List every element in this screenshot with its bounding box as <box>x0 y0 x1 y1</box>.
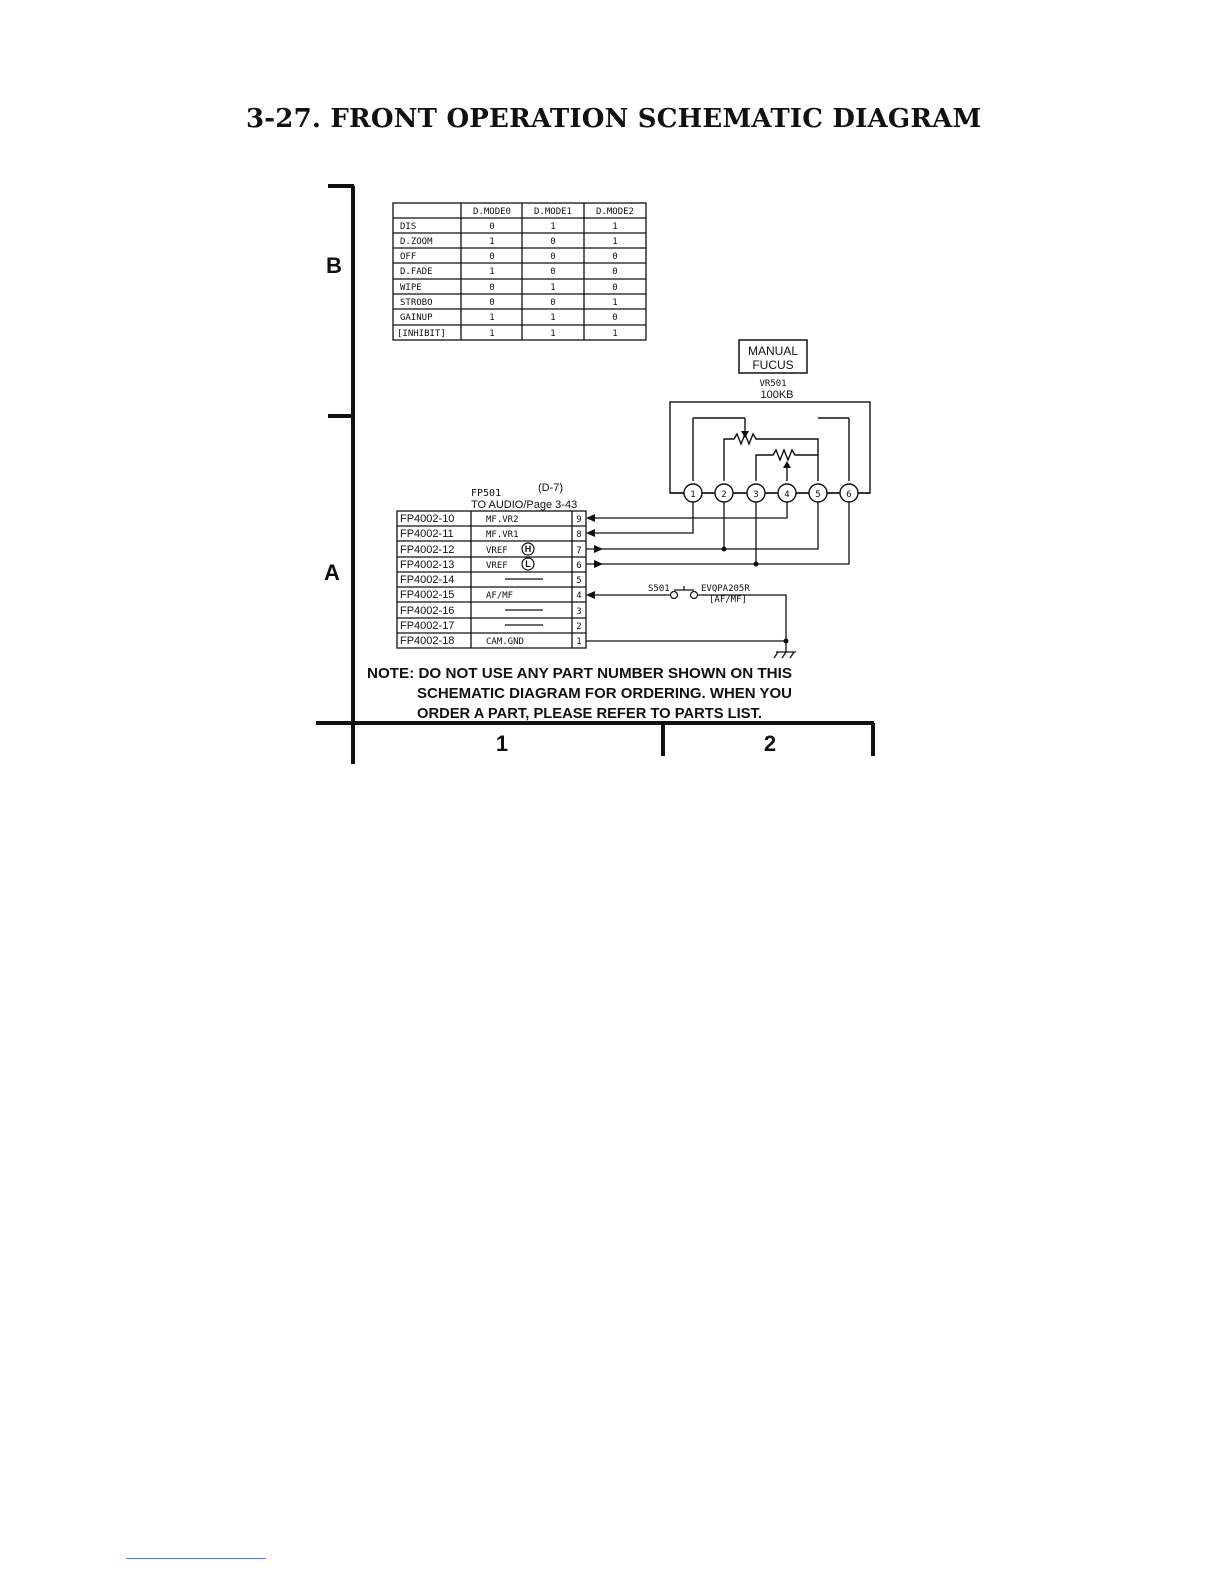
vr501-pin-label: 4 <box>784 490 790 500</box>
vr501-pin-label: 3 <box>753 490 759 500</box>
table-cell: 0 <box>612 283 618 293</box>
table-cell: 1 <box>489 313 495 323</box>
table-cell: 1 <box>612 237 618 247</box>
table-cell: 0 <box>612 252 618 262</box>
table-cell: 1 <box>612 298 618 308</box>
connector-part-number: FP4002-17 <box>400 620 455 632</box>
manual-focus-label: MANUAL <box>747 344 799 358</box>
note-line: NOTE: DO NOT USE ANY PART NUMBER SHOWN ON THIS <box>367 665 792 682</box>
table-header: D.MODE2 <box>596 207 634 217</box>
connector-pin: 8 <box>576 530 582 540</box>
connector-grid-ref: (D-7) <box>538 482 564 494</box>
arrow-left-icon <box>586 529 595 537</box>
junction-dot <box>722 547 727 552</box>
page-title: 3-27. FRONT OPERATION SCHEMATIC DIAGRAM <box>246 104 982 134</box>
grid-col-1-label: 1 <box>495 731 509 756</box>
connector-ref: FP501 <box>471 488 502 499</box>
vr501-pin-label: 1 <box>690 490 696 500</box>
switch-contact <box>691 592 698 599</box>
table-cell: 1 <box>550 329 556 339</box>
connector-pin: 3 <box>576 607 582 617</box>
vr501-pin-label: 2 <box>721 490 727 500</box>
table-cell: 1 <box>550 283 556 293</box>
wires <box>586 502 849 658</box>
connector-part-number: FP4002-11 <box>400 528 454 540</box>
connector-signal: CAM.GND <box>486 637 524 647</box>
table-cell: 0 <box>489 298 495 308</box>
table-cell: 0 <box>489 283 495 293</box>
table-row-label: D.FADE <box>400 267 433 277</box>
vr501-ref: VR501 <box>759 379 787 389</box>
connector-signal: AF/MF <box>486 591 514 601</box>
connector-signal: VREF <box>486 561 508 571</box>
table-cell: 0 <box>612 313 618 323</box>
switch-contact <box>671 592 678 599</box>
arrow-right-icon <box>594 545 603 553</box>
vr501-body <box>670 402 870 493</box>
table-cell: 1 <box>612 222 618 232</box>
table-cell: 0 <box>612 267 618 277</box>
mode-table-text <box>397 207 634 339</box>
grid-row-b-label: B <box>326 253 342 278</box>
wiper-arrow-icon <box>741 431 749 438</box>
connector-part-number: FP4002-14 <box>400 574 455 586</box>
table-cell: 0 <box>489 222 495 232</box>
connector-part-number: FP4002-13 <box>400 559 455 571</box>
table-cell: 1 <box>489 237 495 247</box>
switch-part: EVQPA205R <box>701 584 750 594</box>
connector-part-number: FP4002-15 <box>400 589 455 601</box>
grid-col-2-label: 2 <box>763 731 777 756</box>
switch-function: [AF/MF] <box>709 595 747 605</box>
connector-part-number: FP4002-16 <box>400 605 455 617</box>
footer-rule <box>126 1558 266 1559</box>
wiper-arrow-icon <box>783 461 791 468</box>
grid-row-a-label: A <box>324 560 340 585</box>
table-row-label: DIS <box>400 222 417 232</box>
l-mark: L <box>525 559 531 569</box>
table-header: D.MODE0 <box>473 207 511 217</box>
table-cell: 1 <box>612 329 618 339</box>
arrow-right-icon <box>594 560 603 568</box>
table-row-label: OFF <box>400 252 417 262</box>
connector-pin: 4 <box>576 591 582 601</box>
connector-signal: MF.VR1 <box>486 530 519 540</box>
arrow-left-icon <box>586 591 595 599</box>
vr501-pins <box>670 484 870 502</box>
table-cell: 1 <box>489 329 495 339</box>
table-row-label: GAINUP <box>400 313 433 323</box>
connector-pin: 5 <box>576 576 582 586</box>
table-cell: 0 <box>550 267 556 277</box>
arrow-left-icon <box>586 514 595 522</box>
connector-signal: VREF <box>486 546 508 556</box>
note-line: ORDER A PART, PLEASE REFER TO PARTS LIST. <box>417 705 762 722</box>
connector-pin: 6 <box>576 561 582 571</box>
junction-dot <box>754 562 759 567</box>
connector-destination: TO AUDIO/Page 3-43 <box>471 499 578 511</box>
table-cell: 0 <box>550 237 556 247</box>
manual-focus-label: FUCUS <box>752 358 794 372</box>
table-cell: 0 <box>550 252 556 262</box>
connector-part-number: FP4002-10 <box>400 513 455 525</box>
table-row-label: D.ZOOM <box>400 237 433 247</box>
connector-signal: MF.VR2 <box>486 515 519 525</box>
h-mark: H <box>524 544 532 554</box>
connector-pin: 1 <box>576 637 582 647</box>
table-cell: 0 <box>489 252 495 262</box>
vr501-pin-label: 6 <box>846 490 852 500</box>
connector-pin: 9 <box>576 515 582 525</box>
table-cell: 0 <box>550 298 556 308</box>
table-header: D.MODE1 <box>534 207 572 217</box>
table-row-label: WIPE <box>400 283 422 293</box>
table-row-label: [INHIBIT] <box>397 329 446 339</box>
vr501-value: 100KB <box>760 389 794 401</box>
connector-pin: 2 <box>576 622 582 632</box>
note-line: SCHEMATIC DIAGRAM FOR ORDERING. WHEN YOU <box>417 685 792 702</box>
vr501-pin-label: 5 <box>815 490 821 500</box>
table-cell: 1 <box>550 313 556 323</box>
switch-ref: S501 <box>648 584 670 594</box>
connector-part-number: FP4002-12 <box>400 544 455 556</box>
junction-dot <box>784 639 789 644</box>
connector-part-number: FP4002-18 <box>400 635 455 647</box>
table-cell: 1 <box>489 267 495 277</box>
table-row-label: STROBO <box>400 298 433 308</box>
connector-pin: 7 <box>576 546 582 556</box>
table-cell: 1 <box>550 222 556 232</box>
